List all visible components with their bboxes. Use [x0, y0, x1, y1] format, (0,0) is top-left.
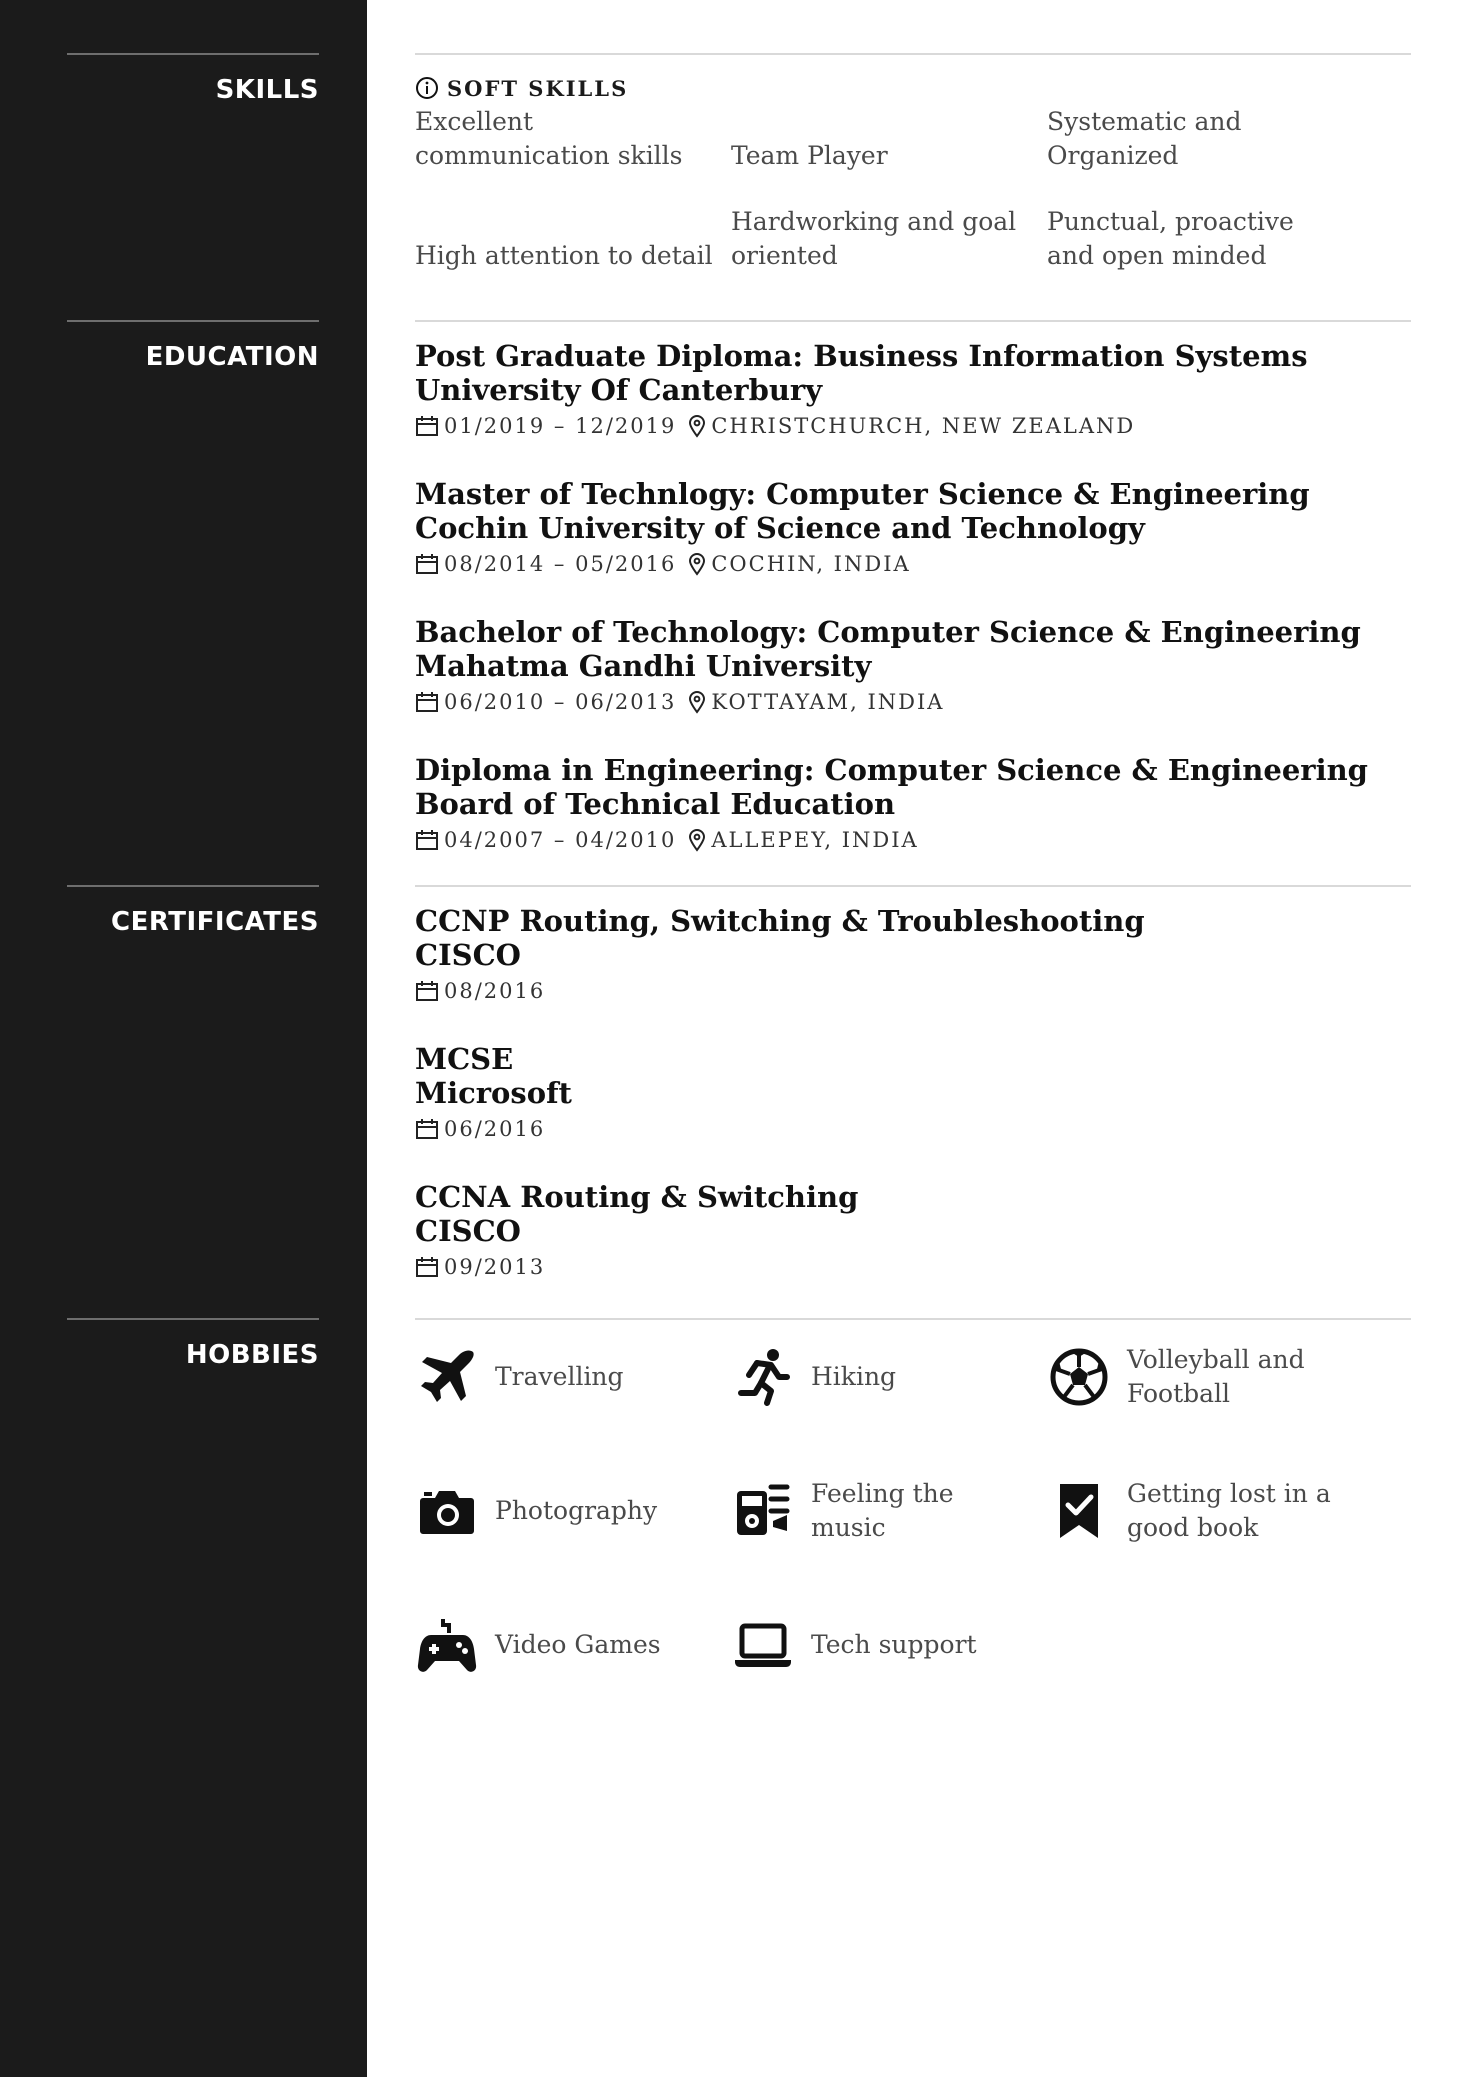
degree-title: Diploma in Engineering: Computer Science & Engineering [415, 753, 1368, 787]
hobbies-grid [415, 1344, 1411, 1746]
gamepad-icon [415, 1613, 479, 1677]
hobby-label: Travelling [495, 1362, 624, 1391]
skill-item: Team Player [731, 141, 888, 170]
school-name: Board of Technical Education [415, 787, 896, 821]
education-entry [415, 477, 1411, 579]
certificate-issuer: Microsoft [415, 1076, 572, 1110]
calendar-icon [415, 553, 439, 575]
skill-item: High attention to detail [415, 241, 713, 270]
entry-meta [415, 411, 1411, 441]
location-pin-icon [688, 552, 706, 576]
school-name: University Of Canterbury [415, 373, 823, 407]
soft-skills-heading [415, 73, 1411, 103]
hobby-item [731, 1478, 1047, 1544]
hobby-label: Getting lost in a good book [1127, 1479, 1331, 1542]
education-entry [415, 339, 1411, 441]
hobbies-section [415, 1318, 1411, 1746]
hobby-label: Feeling the music [811, 1479, 954, 1542]
sidebar [0, 0, 367, 2077]
section-label-education: EDUCATION [67, 320, 319, 372]
certificate-issuer: CISCO [415, 1214, 521, 1248]
hobby-label: Photography [495, 1496, 658, 1525]
entry-meta [415, 1252, 1411, 1282]
section-label-skills: SKILLS [67, 53, 319, 105]
certificate-date: 06/2016 [444, 1117, 546, 1141]
education-entry [415, 753, 1411, 855]
date-range: 01/2019 – 12/2019 [444, 414, 677, 438]
certificate-name: CCNP Routing, Switching & Troubleshooting [415, 904, 1145, 938]
entry-meta [415, 825, 1411, 855]
certificate-issuer: CISCO [415, 938, 521, 972]
hobby-label: Tech support [811, 1630, 977, 1659]
location: KOTTAYAM, INDIA [711, 690, 945, 714]
location: CHRISTCHURCH, NEW ZEALAND [711, 414, 1136, 438]
skill-item: Excellent communication skills [415, 107, 683, 170]
hobby-label: Volleyball and Football [1127, 1345, 1305, 1408]
calendar-icon [415, 1256, 439, 1278]
location-pin-icon [688, 828, 706, 852]
date-range: 06/2010 – 06/2013 [444, 690, 677, 714]
running-icon [731, 1345, 795, 1409]
certificates-section [415, 885, 1411, 1282]
laptop-icon [731, 1613, 795, 1677]
certificate-entry [415, 1042, 1411, 1144]
info-icon [415, 76, 439, 100]
hobby-label: Video Games [495, 1630, 661, 1659]
calendar-icon [415, 829, 439, 851]
calendar-icon [415, 415, 439, 437]
skill-item: Systematic and Organized [1047, 107, 1242, 170]
hobby-item [415, 1344, 731, 1410]
school-name: Cochin University of Science and Technology [415, 511, 1145, 545]
certificate-date: 09/2013 [444, 1255, 546, 1279]
location-pin-icon [688, 414, 706, 438]
certificate-name: MCSE [415, 1042, 514, 1076]
entry-meta [415, 976, 1411, 1006]
music-player-icon [731, 1479, 795, 1543]
degree-title: Master of Technlogy: Computer Science & Engineering [415, 477, 1310, 511]
calendar-icon [415, 980, 439, 1002]
degree-title: Bachelor of Technology: Computer Science & Engineering [415, 615, 1361, 649]
bookmark-check-icon [1047, 1479, 1111, 1543]
entry-meta [415, 549, 1411, 579]
date-range: 04/2007 – 04/2010 [444, 828, 677, 852]
hobby-item [1047, 1478, 1363, 1544]
school-name: Mahatma Gandhi University [415, 649, 872, 683]
airplane-icon [415, 1345, 479, 1409]
hobby-item [731, 1612, 1047, 1678]
camera-icon [415, 1479, 479, 1543]
degree-title: Post Graduate Diploma: Business Information Systems [415, 339, 1308, 373]
entry-meta [415, 687, 1411, 717]
calendar-icon [415, 1118, 439, 1140]
entry-meta [415, 1114, 1411, 1144]
education-section [415, 320, 1411, 855]
certificate-entry [415, 1180, 1411, 1282]
soft-skills-title: SOFT SKILLS [447, 75, 629, 101]
hobby-item [415, 1478, 731, 1544]
skill-item: Hardworking and goal oriented [731, 207, 1017, 270]
calendar-icon [415, 691, 439, 713]
certificate-name: CCNA Routing & Switching [415, 1180, 859, 1214]
certificate-entry [415, 904, 1411, 1006]
hobby-item [1047, 1344, 1363, 1410]
skills-section [415, 53, 1411, 307]
location: ALLEPEY, INDIA [711, 828, 919, 852]
certificate-date: 08/2016 [444, 979, 546, 1003]
section-label-certificates: CERTIFICATES [67, 885, 319, 937]
hobby-item [731, 1344, 1047, 1410]
section-label-hobbies: HOBBIES [67, 1318, 319, 1370]
location-pin-icon [688, 690, 706, 714]
skills-grid [415, 107, 1411, 307]
location: COCHIN, INDIA [711, 552, 911, 576]
hobby-label: Hiking [811, 1362, 897, 1391]
hobby-item [415, 1612, 731, 1678]
education-entry [415, 615, 1411, 717]
skill-item: Punctual, proactive and open minded [1047, 207, 1294, 270]
soccer-ball-icon [1047, 1345, 1111, 1409]
date-range: 08/2014 – 05/2016 [444, 552, 677, 576]
